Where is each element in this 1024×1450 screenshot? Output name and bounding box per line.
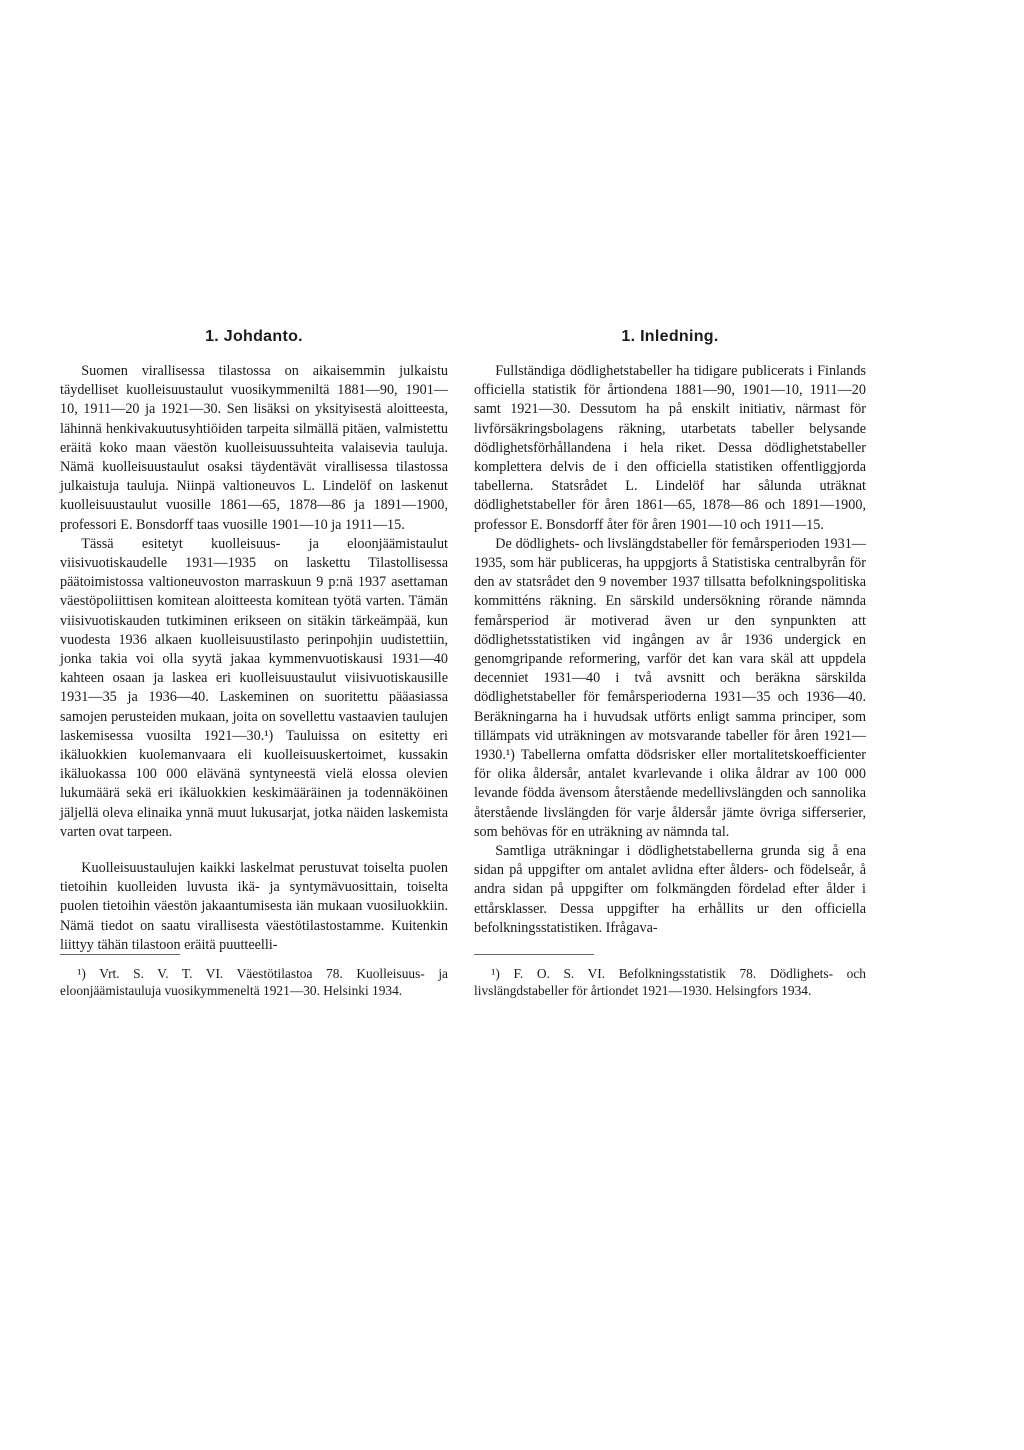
finnish-paragraph-3: Kuolleisuustaulujen kaikki laskelmat perustuvat toiselta puolen tietoihin kuolleiden luvusta ikä- ja syntymävuosittain, toiselta puolen tietoihin väestön jakaantumisesta iän mukaan vuosiluokkiin. Nämä tiedot on saatu virallisesta väestötilastostamme. Kuitenkin liittyy tähän tilastoon eräitä puutteelli- (60, 860, 448, 953)
finnish-heading: 1. Johdanto. (205, 328, 303, 345)
swedish-paragraph-2: De dödlighets- och livslängdstabeller för femårsperioden 1931—1935, som här publiceras, ha uppgjorts å Statistiska centralbyrån för den av statsrådet den 9 november 1937 tillsatta befolkningspolitiska kommitténs räkning. En särskild undersökning rörande nämnda femårsperiod är motiverad även ur den synpunkten att dödlighetsstatistiken vid ingången av år 1936 undergick en genomgripande reformering, varför det kan vara skäl att uppdela decenniet 1931—40 i två avsnitt och beräkna särskilda dödlighetstabeller för femårsperioderna 1931—35 och 1936—40. Beräkningarna ha i huvudsak utförts enligt samma principer, som tillämpats vid uträkningen av motsvarande tabeller för åren 1921—1930.¹) Tabellerna omfatta dödsrisker eller mortalitetskoefficienter för olika åldersår, antalet kvarlevande i olika åldrar av 100 000 levande födda ävensom återstående medellivslängden och sannolika återstående livslängden för varje åldersår jämte övriga sifferserier, som behövas för en uträkning av nämnda tal. (474, 535, 866, 840)
footnote-rule-left (60, 954, 180, 955)
footnote-rule-right (474, 954, 594, 955)
finnish-paragraph-1: Suomen virallisessa tilastossa on aikaisemmin julkaistu täydelliset kuolleisuustaulut vuosikymmeniltä 1881—90, 1901—10, 1911—20 ja 1921—30. Sen lisäksi on yksityisestä aloitteesta, lähinnä henkivakuutusyhtiöiden tarpeita silmällä pitäen, valmistettu eräitä koko maan väestön kuolleisuussuhteita valaisevia tauluja. Nämä kuolleisuustaulut osaksi täydentävät virallisessa tilastossa julkaistuja tauluja. Niinpä valtioneuvos L. Lindelöf on laskenut kuolleisuustaulut vuosille 1861—65, 1878—86 ja 1891—1900, professori E. Bonsdorff taas vuosille 1901—10 ja 1911—15. (60, 363, 448, 533)
swedish-body (474, 362, 866, 938)
finnish-paragraph-2: Tässä esitetyt kuolleisuus- ja eloonjäämistaulut viisivuotiskaudelle 1931—1935 on laskettu Tilastollisessa päätoimistossa valtioneuvoston marraskuun 9 p:nä 1937 asettaman väestöpoliittisen komitean aloitteesta komitean työtä varten. Tämän viisivuotiskauden tutkiminen erikseen on sitäkin tärkeämpää, kun vuodesta 1936 alkaen kuolleisuustilasto perinpohjin uudistettiin, jonka takia voi olla syytä jakaa kymmenvuotiskausi 1931—40 kahteen osaan ja laskea eri kuolleisuustaulut viisivuotiskausille 1931—35 ja 1936—40. Laskeminen on suoritettu pääasiassa samojen perusteiden mukaan, joita on sovellettu vastaavien taulujen laskemisessa vuosilta 1921—30.¹) Tauluissa on esitetty eri ikäluokkien kuolemanvaara eli kuolleisuuskertoimet, kussakin ikäluokassa 100 000 elävänä syntyneestä vielä elossa olevien lukumäärä sekä eri ikäluokkien keskimääräinen ja todennäköinen jäljellä oleva elinaika ynnä muut lukusarjat, jotka näiden laskemista varten ovat tarpeen. (60, 535, 448, 840)
swedish-footnote: ¹) F. O. S. VI. Befolkningsstatistik 78. Dödlighets- och livslängdstabeller för årtiondet 1921—1930. Helsingfors 1934. (474, 966, 866, 998)
finnish-body (60, 362, 448, 955)
finnish-column (60, 328, 448, 955)
swedish-paragraph-1: Fullständiga dödlighetstabeller ha tidigare publicerats i Finlands officiella statistik för årtiondena 1881—90, 1901—10, 1911—20 samt 1921—30. Dessutom ha på enskilt initiativ, närmast för livförsäkringsbolagens räkning, utarbetats tabeller belysande dödlighetsförhållandena i hela riket. Dessa dödlighetstabeller komplettera delvis de i den officiella statistiken offentliggjorda tabellerna. Statsrådet L. Lindelöf har sålunda uträknat dödlighetstabeller för åren 1861—65, 1878—86 och 1891—1900, professor E. Bonsdorff åter för åren 1901—10 och 1911—15. (474, 363, 866, 533)
swedish-paragraph-3: Samtliga uträkningar i dödlighetstabellerna grunda sig å ena sidan på uppgifter om antalet avlidna efter ålders- och födelseår, å andra sidan på uppgifter om folkmängden fördelad efter ålder i ettårsklasser. Dessa uppgifter ha erhållits ur den officiella befolkningsstatistiken. Ifrågava- (474, 843, 866, 936)
swedish-column (474, 328, 866, 938)
finnish-footnote: ¹) Vrt. S. V. T. VI. Väestötilastoa 78. Kuolleisuus- ja eloonjäämistauluja vuosikymmeneltä 1921—30. Helsinki 1934. (60, 966, 448, 998)
swedish-heading: 1. Inledning. (621, 328, 719, 345)
